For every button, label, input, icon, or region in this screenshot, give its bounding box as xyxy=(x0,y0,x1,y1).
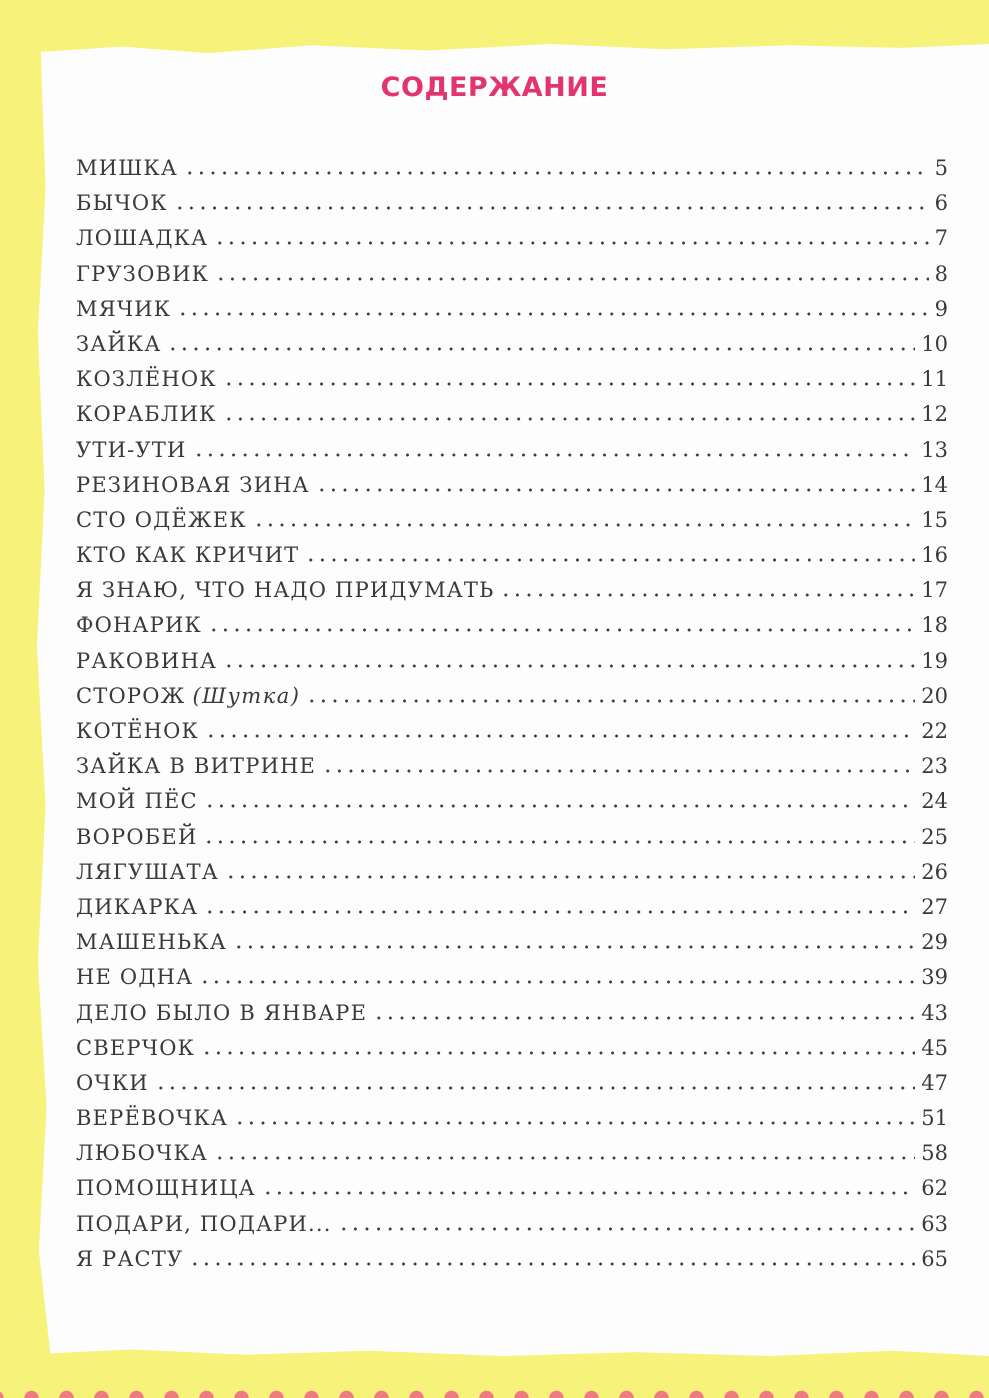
toc-entry-title: УТИ-УТИ xyxy=(76,437,187,462)
toc-entry-title: МЯЧИК xyxy=(76,296,172,321)
toc-entry-title: КОТЁНОК xyxy=(76,719,199,743)
toc-entry xyxy=(76,754,948,789)
toc-entry xyxy=(76,332,948,367)
toc-entry xyxy=(76,1001,948,1036)
toc-entry-page-number: 10 xyxy=(921,331,948,356)
toc-entry-title: ЗАЙКА xyxy=(76,331,162,356)
toc-entry-page-number: 13 xyxy=(921,437,948,462)
toc-entry-title: ЛЮБОЧКА xyxy=(76,1141,209,1166)
toc-entry-title: БЫЧОК xyxy=(76,191,168,216)
toc-entry-page-number: 22 xyxy=(921,719,948,743)
toc-entry xyxy=(76,930,948,965)
toc-entry-page-number: 18 xyxy=(921,613,948,638)
dot-leader xyxy=(155,1086,915,1090)
dot-leader xyxy=(201,1051,915,1055)
toc-entry-title: ЗАЙКА В ВИТРИНЕ xyxy=(76,754,317,779)
toc-entry-title: КОЗЛЁНОК xyxy=(76,367,217,392)
toc-entry-title: ВЕРЁВОЧКА xyxy=(76,1106,229,1131)
dot-leader xyxy=(373,1016,915,1020)
toc-entry-title: НЕ ОДНА xyxy=(76,965,194,990)
toc-entry-page-number: 23 xyxy=(921,754,948,779)
toc-entry xyxy=(76,367,948,402)
toc-entry xyxy=(76,226,948,261)
dot-leader xyxy=(338,1227,916,1231)
dot-leader xyxy=(234,1121,915,1125)
dot-leader xyxy=(184,171,929,175)
decorative-dots-border xyxy=(0,1384,989,1398)
toc-entry-page-number: 58 xyxy=(921,1141,948,1166)
dot-leader xyxy=(233,945,915,949)
toc-entry-title: ПОДАРИ, ПОДАРИ... xyxy=(76,1211,332,1236)
toc-entry xyxy=(76,1036,948,1071)
toc-entry-page-number: 6 xyxy=(934,191,948,216)
toc-entry-title: ДЕЛО БЫЛО В ЯНВАРЕ xyxy=(76,1000,368,1025)
toc-entry-page-number: 19 xyxy=(921,648,948,673)
dot-leader xyxy=(208,628,915,632)
toc-entry-title: ФОНАРИК xyxy=(76,613,202,638)
toc-entry-page-number: 15 xyxy=(921,507,948,532)
toc-entry xyxy=(76,156,948,191)
dot-leader xyxy=(167,347,915,351)
dot-leader xyxy=(204,804,915,808)
toc-entry-title: КТО КАК КРИЧИТ xyxy=(76,543,300,568)
toc-entry-page-number: 24 xyxy=(921,789,948,814)
toc-entry-page-number: 20 xyxy=(921,683,948,708)
toc-entry-title: Я РАСТУ xyxy=(76,1246,184,1271)
toc-entry-page-number: 51 xyxy=(921,1106,948,1131)
toc-entry xyxy=(76,895,948,930)
toc-entry xyxy=(76,1141,948,1176)
toc-entry xyxy=(76,438,948,473)
toc-entry xyxy=(76,1071,948,1106)
dot-leader xyxy=(204,910,915,914)
dot-leader xyxy=(223,382,915,386)
toc-entry-page-number: 45 xyxy=(921,1035,948,1060)
dot-leader xyxy=(322,769,915,773)
dot-leader xyxy=(174,206,929,210)
toc-entry-page-number: 63 xyxy=(921,1211,948,1236)
toc-entry-title: ВОРОБЕЙ xyxy=(76,824,198,849)
toc-entry xyxy=(76,402,948,437)
toc-entry-page-number: 29 xyxy=(921,930,948,955)
dot-leader xyxy=(306,699,915,703)
toc-entry-page-number: 65 xyxy=(921,1246,948,1271)
toc-entry-page-number: 62 xyxy=(921,1176,948,1201)
toc-entry-page-number: 7 xyxy=(934,226,948,251)
toc-entry-title: ЛОШАДКА xyxy=(76,226,209,251)
toc-entry xyxy=(76,860,948,895)
toc-entry-page-number: 5 xyxy=(934,156,948,180)
dot-leader xyxy=(189,1262,915,1266)
toc-entry-page-number: 43 xyxy=(921,1000,948,1025)
toc-entry xyxy=(76,719,948,754)
toc-entry xyxy=(76,825,948,860)
dot-leader xyxy=(214,241,928,245)
toc-entry-title: Я ЗНАЮ, ЧТО НАДО ПРИДУМАТЬ xyxy=(76,578,495,603)
dot-leader xyxy=(214,1156,915,1160)
dot-leader xyxy=(203,840,915,844)
dot-leader xyxy=(253,523,916,527)
toc-entry-title: СТО ОДЁЖЕК xyxy=(76,507,247,532)
toc-entry-title: РАКОВИНА xyxy=(76,648,218,673)
toc-entry-page-number: 25 xyxy=(921,824,948,849)
page-title: СОДЕРЖАНИЕ xyxy=(380,72,609,103)
toc-entry-title: ГРУЗОВИК xyxy=(76,261,210,286)
toc-entry-page-number: 14 xyxy=(921,472,948,497)
toc-entry-page-number: 26 xyxy=(921,859,948,884)
toc-entry xyxy=(76,1176,948,1211)
dot-leader xyxy=(199,980,915,984)
toc-entry xyxy=(76,191,948,226)
dot-leader xyxy=(177,312,928,316)
toc-entry-title: ПОМОЩНИЦА xyxy=(76,1176,256,1201)
toc-entry xyxy=(76,1106,948,1141)
dot-leader xyxy=(205,734,915,738)
toc-entry-page-number: 47 xyxy=(921,1070,948,1095)
toc-entry xyxy=(76,1212,948,1247)
toc-entry xyxy=(76,965,948,1000)
dot-leader xyxy=(305,558,915,562)
dot-leader xyxy=(215,277,929,281)
dot-leader xyxy=(262,1191,915,1195)
toc-entry-title: ДИКАРКА xyxy=(76,894,199,919)
table-of-contents xyxy=(76,156,948,1282)
toc-entry-page-number: 12 xyxy=(921,402,948,427)
toc-entry xyxy=(76,543,948,578)
toc-entry xyxy=(76,262,948,297)
toc-entry-page-number: 16 xyxy=(921,543,948,568)
dot-leader xyxy=(225,875,915,879)
toc-entry-title: МАШЕНЬКА xyxy=(76,930,227,955)
toc-entry-title: РЕЗИНОВАЯ ЗИНА xyxy=(76,472,310,497)
dot-leader xyxy=(316,488,915,492)
toc-entry-title: ЛЯГУШАТА xyxy=(76,859,219,884)
toc-entry xyxy=(76,649,948,684)
toc-entry-title: МИШКА xyxy=(76,156,178,180)
toc-entry-title: СТОРОЖ xyxy=(76,683,186,708)
toc-entry xyxy=(76,789,948,824)
dot-leader xyxy=(500,593,915,597)
dot-leader xyxy=(193,453,916,457)
toc-entry xyxy=(76,1247,948,1282)
toc-entry-page-number: 11 xyxy=(921,367,948,392)
toc-entry xyxy=(76,473,948,508)
toc-entry xyxy=(76,613,948,648)
toc-entry-page-number: 17 xyxy=(921,578,948,603)
toc-entry xyxy=(76,297,948,332)
toc-entry-page-number: 27 xyxy=(921,894,948,919)
dot-leader xyxy=(223,417,916,421)
toc-entry xyxy=(76,508,948,543)
toc-entry-page-number: 9 xyxy=(934,296,948,321)
toc-entry xyxy=(76,684,948,719)
toc-entry-title: МОЙ ПЁС xyxy=(76,789,198,814)
toc-entry-title: ОЧКИ xyxy=(76,1070,149,1095)
toc-entry-page-number: 8 xyxy=(934,261,948,286)
dot-leader xyxy=(223,664,915,668)
toc-entry-page-number: 39 xyxy=(921,965,948,990)
toc-entry-title: СВЕРЧОК xyxy=(76,1035,196,1060)
toc-entry-note: (Шутка) xyxy=(192,683,301,708)
toc-entry xyxy=(76,578,948,613)
toc-entry-title: КОРАБЛИК xyxy=(76,402,217,427)
